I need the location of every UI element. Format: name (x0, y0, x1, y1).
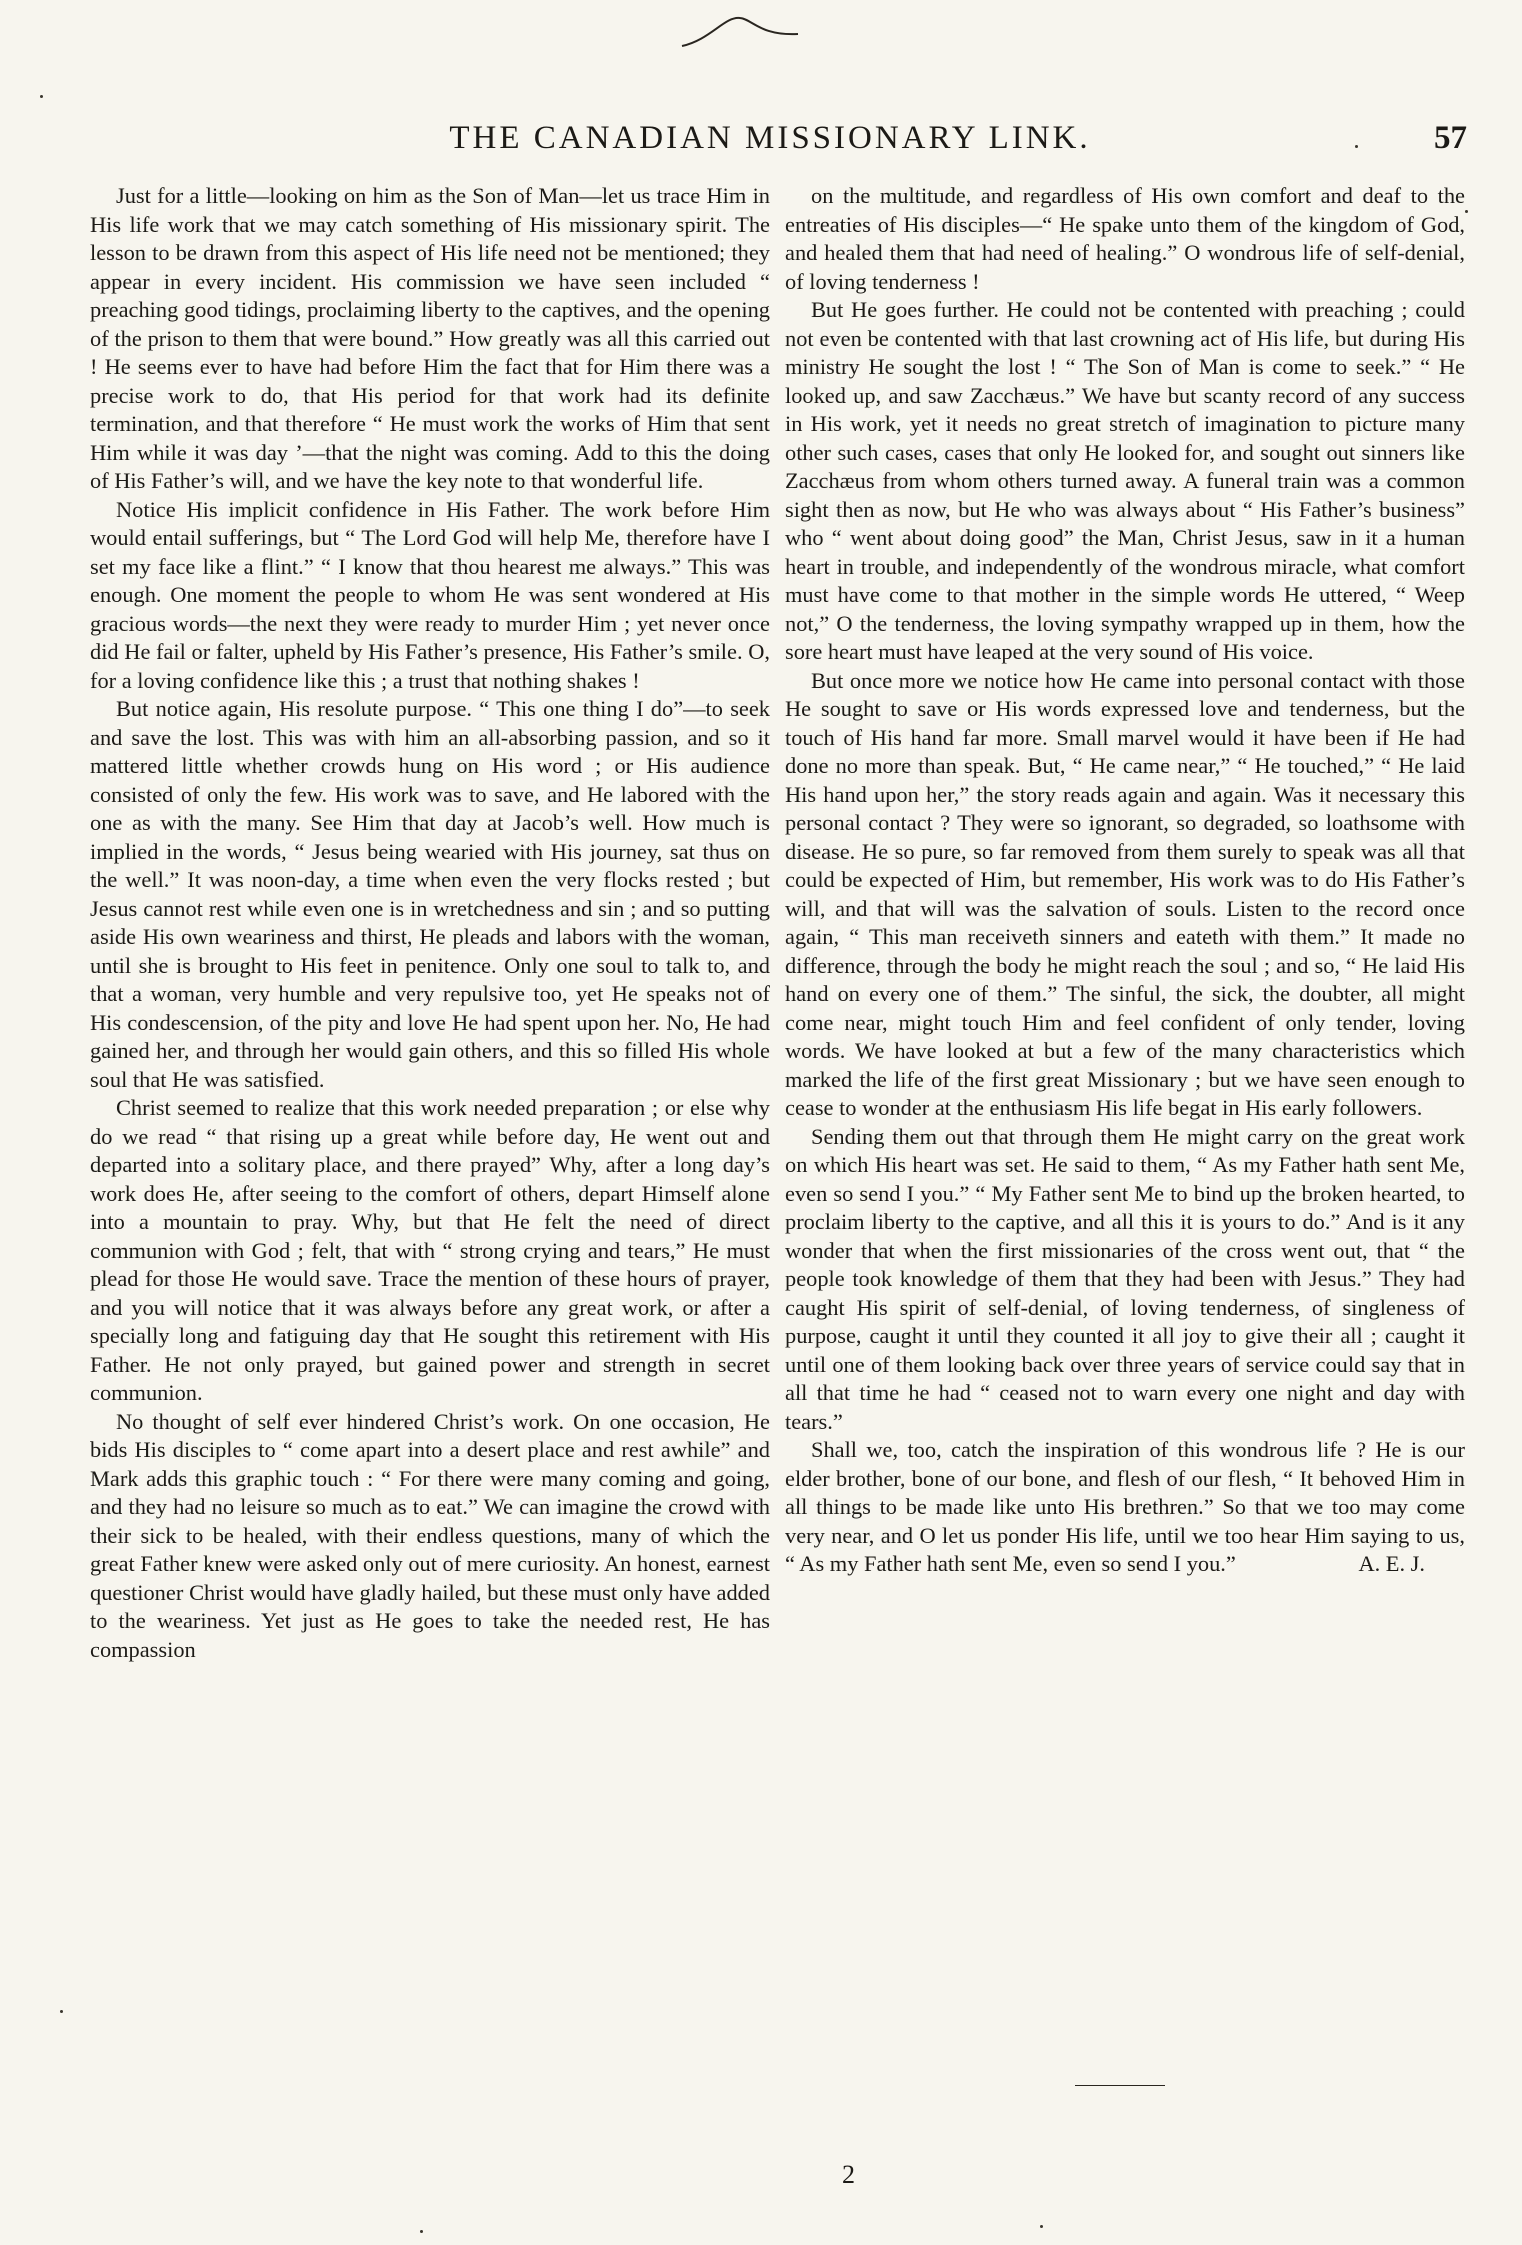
footer-page-mark: 2 (842, 2160, 855, 2189)
paragraph: Just for a little—looking on him as the Son of Man—let us trace Him in His life work that we may catch something of His missionary spirit. The lesson to be drawn from this aspect of His life need not be mentioned; they appear in every incident. His commission we have seen included “ preaching good tidings, proclaiming liberty to the captives, and the opening of the prison to them that were bound.” How greatly was all this carried out ! He seems ever to have had before Him the fact that for Him there was a precise work to do, that His period for that work had its definite termination, and that therefore “ He must work the works of Him that sent Him while it was day ’—that the night was coming. Add to this the doing of His Father’s will, and we have the key note to that wonderful life. (90, 183, 770, 493)
scan-speck (60, 2010, 63, 2013)
scan-speck (1465, 210, 1468, 213)
page-number: 57 (1434, 120, 1467, 156)
scan-speck (1355, 145, 1358, 148)
scan-speck (40, 95, 43, 98)
article-column-right (785, 182, 1465, 1579)
paragraph: But once more we notice how He came into personal contact with those He sought to save or His words expressed love and tenderness, but the touch of His hand far more. Small marvel would it have been if He had done no more than speak. But, “ He came near,” “ He touched,” “ He laid His hand upon her,” the story reads again and again. Was it necessary this personal contact ? They were so ignorant, so degraded, so loathsome with disease. He so pure, so far removed from them surely to speak was all that could be expected of Him, but remember, His work was to do His Father’s will, and that will was the salvation of souls. Listen to the record once again, “ This man receiveth sinners and eateth with them.” It made no difference, through the body he might reach the soul ; and so, “ He laid His hand on every one of them.” The sinful, the sick, the doubter, all might come near, might touch Him and feel confident of only tender, loving words. We have looked at but a few of the many characteristics which marked the life of the first great Missionary ; but we have seen enough to cease to wonder at the enthusiasm His life begat in His early followers. (785, 667, 1465, 1120)
closing-paragraph (785, 1436, 1465, 1579)
closing-text: Shall we, too, catch the inspiration of this wondrous life ? He is our elder brother, bone of our bone, and flesh of our flesh, “ It behoved Him in all things to be made like unto His brethren.” So that we too may come very near, and O let us ponder His life, until we too hear Him saying to us, “ As my Father hath sent Me, even so send I you.” (785, 1437, 1465, 1576)
scan-speck (1040, 2225, 1043, 2228)
paragraph: Christ seemed to realize that this work needed preparation ; or else why do we read “ that rising up a great while before day, He went out and departed into a solitary place, and there prayed” Why, after a long day’s work does He, after seeing to the comfort of others, depart Himself alone into a mountain to pray. Why, but that He felt the need of direct communion with God ; felt, that with “ strong crying and tears,” He must plead for those He would save. Trace the mention of these hours of prayer, and you will notice that it was always before any great work, or after a specially long and fatiguing day that He sought this retirement with His Father. He not only prayed, but gained power and strength in secret communion. (90, 1095, 770, 1405)
article-column-left (90, 182, 770, 1664)
end-of-article-rule (1075, 2085, 1165, 2086)
scan-speck (420, 2230, 423, 2233)
page-header (0, 120, 1522, 170)
author-signature: A. E. J. (1358, 1551, 1425, 1576)
paragraph: Notice His implicit confidence in His Father. The work before Him would entail sufferings, but “ The Lord God will help Me, therefore have I set my face like a flint.” “ I know that thou hearest me always.” This was enough. One moment the people to whom He was sent wondered at His gracious words—the next they were ready to murder Him ; yet never once did He fail or falter, upheld by His Father’s presence, His Father’s smile. O, for a loving confidence like this ; a trust that nothing shakes ! (90, 496, 770, 693)
paragraph: on the multitude, and regardless of His own comfort and deaf to the entreaties of His disciples—“ He spake unto them of the kingdom of God, and healed them that had need of healing.” O wondrous life of self-denial, of loving tenderness ! (785, 183, 1465, 294)
paragraph: But He goes further. He could not be contented with preaching ; could not even be contented with that last crowning act of His life, but during His ministry He sought the lost ! “ The Son of Man is come to seek.” “ He looked up, and saw Zacchæus.” We have but scanty record of any success in His work, yet it needs no great stretch of imagination to picture many other such cases, cases that only He looked for, and sought out sinners like Zacchæus from whom others turned away. A funeral train was a common sight then as now, but He who was always about “ His Father’s business” who “ went about doing good” the Man, Christ Jesus, saw in it a human heart in trouble, and independently of the wondrous miracle, what comfort must have come to that mother in the simple words He uttered, “ Weep not,” O the tenderness, the loving sympathy wrapped up in them, how the sore heart must have leaped at the very sound of His voice. (785, 297, 1465, 664)
journal-title: THE CANADIAN MISSIONARY LINK. (449, 120, 1091, 156)
header-flourish-ornament (680, 10, 800, 50)
paragraph: But notice again, His resolute purpose. “ This one thing I do”—to seek and save the lost. This was with him an all-absorbing passion, and so it mattered little whether crowds hung on His word ; or His audience consisted of only the few. His work was to save, and He labored with the one as with the many. See Him that day at Jacob’s well. How much is implied in the words, “ Jesus being wearied with His journey, sat thus on the well.” It was noon-day, a time when even the very flocks rested ; but Jesus cannot rest while even one is in wretchedness and sin ; and so putting aside His own weariness and thirst, He pleads and labors with the woman, until she is brought to His feet in penitence. Only one soul to talk to, and that a woman, very humble and very repulsive too, yet He speaks not of His condescension, of the pity and love He had spent upon her. No, He had gained her, and through her would gain others, and this so filled His whole soul that He was satisfied. (90, 696, 770, 1092)
paragraph: Sending them out that through them He might carry on the great work on which His heart was set. He said to them, “ As my Father hath sent Me, even so send I you.” “ My Father sent Me to bind up the broken hearted, to proclaim liberty to the captive, and all this it is yours to do.” And is it any wonder that when the first missionaries of the cross went out, that “ the people took knowledge of them that they had been with Jesus.” They had caught His spirit of self-denial, of loving tenderness, of singleness of purpose, caught it until they counted it all joy to give their all ; caught it until one of them looking back over three years of service could say that in all that time he had “ ceased not to warn every one night and day with tears.” (785, 1123, 1465, 1434)
paragraph: No thought of self ever hindered Christ’s work. On one occasion, He bids His disciples to “ come apart into a desert place and rest awhile” and Mark adds this graphic touch : “ For there were many coming and going, and they had no leisure so much as to eat.” We can imagine the crowd with their sick to be healed, with their endless questions, many of which the great Father knew were asked only out of mere curiosity. An honest, earnest questioner Christ would have gladly hailed, but these must only have added to the weariness. Yet just as He goes to take the needed rest, He has compassion (90, 1408, 771, 1662)
